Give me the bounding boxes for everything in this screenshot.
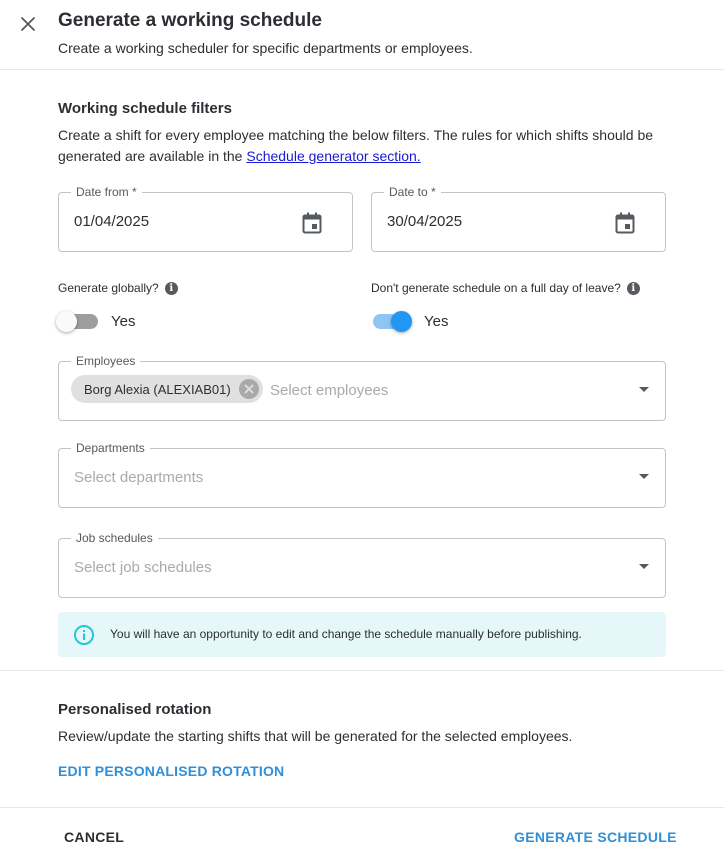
info-banner	[58, 612, 666, 657]
info-circle-icon	[73, 624, 95, 646]
remove-circle-icon[interactable]	[239, 379, 259, 399]
skip-full-leave-label	[371, 281, 640, 295]
date-from-value: 01/04/2025	[74, 213, 150, 230]
departments-placeholder[interactable]: Select departments	[74, 469, 204, 486]
date-from-label: Date from *	[71, 185, 142, 199]
departments-select[interactable]	[58, 441, 666, 508]
chevron-down-icon[interactable]	[639, 387, 649, 392]
job-schedules-select[interactable]	[58, 531, 666, 598]
generate-globally-label	[58, 281, 178, 295]
date-to-field[interactable]	[371, 185, 666, 252]
skip-full-leave-toggle[interactable]	[371, 309, 415, 333]
date-from-field[interactable]	[58, 185, 353, 252]
edit-rotation-button[interactable]: EDIT PERSONALISED ROTATION	[58, 763, 285, 779]
section-divider	[0, 670, 724, 671]
dialog-title: Generate a working schedule	[58, 10, 322, 31]
close-icon[interactable]	[16, 12, 40, 36]
departments-label: Departments	[71, 441, 150, 455]
employees-label: Employees	[71, 354, 140, 368]
rotation-title: Personalised rotation	[58, 701, 212, 718]
skip-full-leave-label-text: Don't generate schedule on a full day of leave?	[371, 281, 621, 295]
cancel-button[interactable]: CANCEL	[64, 829, 125, 845]
employees-select[interactable]	[58, 354, 666, 421]
info-icon[interactable]: i	[627, 282, 640, 295]
employees-placeholder[interactable]: Select employees	[270, 382, 389, 399]
footer-divider	[0, 807, 724, 808]
skip-full-leave-state: Yes	[424, 313, 449, 330]
schedule-generator-link[interactable]: Schedule generator section.	[246, 148, 421, 164]
filters-title: Working schedule filters	[58, 100, 232, 117]
generate-globally-state: Yes	[111, 313, 136, 330]
filters-description-text: Create a shift for every employee matching the below filters. The rules for which shifts should be generated are available in the	[58, 127, 654, 164]
generate-globally-label-text: Generate globally?	[58, 281, 159, 295]
date-to-label: Date to *	[384, 185, 441, 199]
calendar-icon[interactable]	[615, 212, 635, 234]
chevron-down-icon[interactable]	[639, 474, 649, 479]
dialog-subtitle: Create a working scheduler for specific departments or employees.	[58, 40, 473, 56]
generate-schedule-button[interactable]: GENERATE SCHEDULE	[514, 829, 677, 845]
employee-chip	[71, 375, 263, 403]
filters-description	[58, 125, 668, 167]
generate-globally-toggle[interactable]	[58, 309, 102, 333]
info-banner-text: You will have an opportunity to edit and change the schedule manually before publishing.	[110, 627, 582, 641]
dialog-header	[0, 0, 724, 70]
date-to-value: 30/04/2025	[387, 213, 463, 230]
job-schedules-label: Job schedules	[71, 531, 158, 545]
chevron-down-icon[interactable]	[639, 564, 649, 569]
toggle-thumb[interactable]	[56, 311, 77, 332]
rotation-description: Review/update the starting shifts that will be generated for the selected employees.	[58, 728, 573, 744]
info-icon[interactable]: i	[165, 282, 178, 295]
calendar-icon[interactable]	[302, 212, 322, 234]
employee-chip-label: Borg Alexia (ALEXIAB01)	[84, 381, 231, 397]
job-schedules-placeholder[interactable]: Select job schedules	[74, 559, 212, 576]
toggle-thumb[interactable]	[391, 311, 412, 332]
